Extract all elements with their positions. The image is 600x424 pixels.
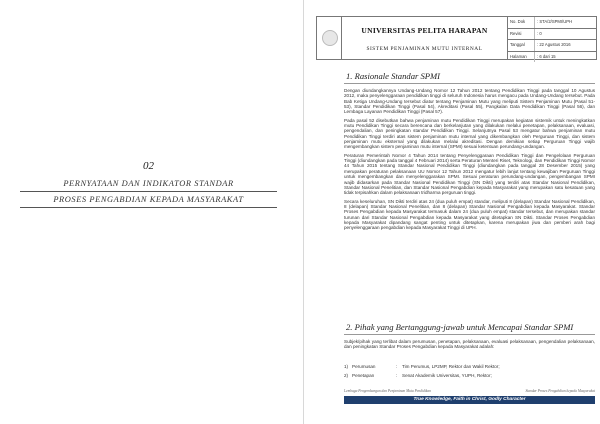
footer-left-text: Lembaga Pengembangan dan Penjaminan Mutu Pendidikan	[344, 389, 431, 393]
paragraph: Peraturan Pemerintah Nomor 4 Tahun 2014 tentang Penyelenggaraan Pendidikan Tinggi dan Pengelolaan Perguruan Tinggi (diundangkan pada tanggal 4 Februari 2014) serta Peraturan Menteri Riset, Teknologi, dan Pendidikan Tinggi Nomor 44 Tahun 2015 tentang Standar Nasional Pendidikan Tinggi (diundangkan pada tanggal 28 Desember 2015) yang merupakan peraturan pelaksanaan UU Nomor 12 Tahun 2012 mengatur lebih lanjut tentang kewajiban Perguruan Tinggi untuk mengembangkan dan menyelenggarakan SPMI. Sesuai peraturan perundang-undangan, pengembangan SPMI wajib didasarkan pada Standar Nasional Pendidikan Tinggi (SN Dikti) yang terdiri atas Standar Nasional Pendidikan, Standar Nasional Penelitian, dan Standar Nasional Pengabdian kepada Masyarakat yang merupakan satu kesatuan yang tidak terpisahkan dalam pelaksanaan tridharma perguruan tinggi.	[344, 152, 595, 196]
content-page	[303, 0, 600, 424]
meta-value: : 6 dari 15	[537, 53, 556, 59]
standard-number: 02	[143, 160, 154, 172]
meta-value: : 22 Agustus 2016	[537, 42, 571, 47]
list-item-value: Senat Akademik Universitas, YUPH, Rektor;	[402, 373, 492, 378]
footer-motto-bar: True Knowledge, Faith in Christ, Godly Character	[344, 396, 595, 404]
paragraph: Secara keseluruhan, SN Dikti terdiri atas 24 (dua puluh empat) standar, meliputi 8 (delapan) Standar Nasional Pendidikan, 8 (delapan) Standar Nasional Penelitian, dan 8 (delapan) Standar Nasional Pengabdian kepada Masyarakat. Standar Proses Pengabdian kepada Masyarakat termasuk dalam 24 (dua puluh empat) standar tersebut, dan merupakan standar turunan dari Standar Nasional Pengabdian kepada Masyarakat yang ditetapkan SN Dikti. Standar Proses Pengabdian kepada Masyarakat dipandang sangat penting untuk ditetapkan, karena merupakan jiwa dan pemberi arah bagi penyelenggaraan pengabdian kepada Masyarakat Tinggi di UPH.	[344, 198, 595, 231]
section-1-title: 1. Rasionale Standar SPMI	[346, 71, 441, 81]
cover-title-line-2: PROSES PENGABDIAN KEPADA MASYARAKAT	[20, 194, 277, 208]
header-title-block	[342, 17, 508, 59]
section-1-divider	[344, 83, 595, 84]
section-2-divider	[344, 334, 595, 335]
list-item-number: 1)	[344, 364, 349, 369]
responsibility-list	[344, 364, 595, 382]
cover-title	[20, 178, 277, 210]
system-name: SISTEM PENJAMINAN MUTU INTERNAL	[366, 46, 483, 52]
list-item-role: Perumusan	[352, 364, 376, 369]
section-2-title: 2. Pihak yang Bertanggung-jawab untuk Mencapai Standar SPMI	[346, 322, 574, 332]
list-item-value: Tim Perumus, LP2MP, Rektor dan Wakil Rektor;	[402, 364, 500, 369]
meta-key: Revisi	[508, 29, 535, 40]
university-logo	[317, 17, 342, 59]
footer-right-text: Standar Proses Pengabdian kepada Masyarakat	[525, 389, 595, 393]
meta-row-page	[508, 52, 596, 63]
meta-value: : STA/2/SPMI/UPH	[537, 19, 573, 24]
meta-key: Tanggal	[508, 40, 535, 51]
meta-row-date	[508, 40, 596, 52]
paragraph: Dengan diundangkannya Undang-Undang Nomor 12 Tahun 2012 tentang Pendidikan Tinggi pada tanggal 10 Agustus 2012, maka penyelenggaraan pendidikan tinggi di seluruh Indonesia harus mengacu pada Undang-Undang tersebut. Pada Bab Ketiga Undang-Undang tersebut diatur tentang Penjaminan Mutu yang meliputi Sistem Penjaminan Mutu (Pasal 51-53), Standar Pendidikan Tinggi (Pasal 54), Akreditasi (Pasal 55), Pangkalan Data Pendidikan Tinggi (Pasal 56), dan Lembaga Layanan Pendidikan Tinggi (Pasal 57).	[344, 88, 595, 115]
document-meta-table	[508, 17, 596, 59]
paragraph: Pada pasal 52 disebutkan bahwa penjaminan mutu Pendidikan Tinggi merupakan kegiatan sistemik untuk meningkatkan mutu Pendidikan Tinggi secara berencana dan berkelanjutan yang dilakukan melalui penetapan, pelaksanaan, evaluasi, pengendalian, dan peningkatan standar Pendidikan Tinggi. Selanjutnya Pasal 53 mengatur bahwa penjaminan mutu Pendidikan Tinggi terdiri atas sistem penjaminan mutu internal yang dikembangkan oleh Perguruan Tinggi, dan sistem penjaminan mutu eksternal yang dilakukan melalui akreditasi. Dengan demikian setiap Perguruan Tinggi wajib mengembangkan sistem penjaminan mutu internal (SPMI) sesuai ketentuan perundang-undangan.	[344, 117, 595, 150]
meta-row-revision	[508, 29, 596, 41]
meta-value: : 0	[537, 30, 542, 36]
cover-title-line-1: PERNYATAAN DAN INDIKATOR STANDAR	[20, 178, 277, 192]
section-2-intro: Subjek/pihak yang terlibat dalam perumusan, penetapan, pelaksanaan, evaluasi pelaksanaan, pengendalian pelaksanaan, dan peningkatan Standar Proses Pengabdian kepada Masyarakat adalah:	[344, 339, 595, 350]
list-item-colon: :	[396, 373, 398, 378]
footer-source-line	[344, 389, 595, 393]
meta-key: Halaman	[508, 52, 535, 63]
list-item	[344, 373, 595, 382]
list-item	[344, 364, 595, 373]
section-1-body	[344, 88, 595, 234]
cover-page	[0, 0, 297, 424]
university-name: UNIVERSITAS PELITA HARAPAN	[361, 26, 488, 35]
meta-row-doc-number	[508, 17, 596, 29]
document-header	[316, 16, 597, 60]
list-item-role: Penetapan	[352, 373, 375, 378]
meta-key: No. Dok	[508, 17, 535, 28]
list-item-colon: :	[396, 364, 398, 369]
list-item-number: 2)	[344, 373, 349, 378]
